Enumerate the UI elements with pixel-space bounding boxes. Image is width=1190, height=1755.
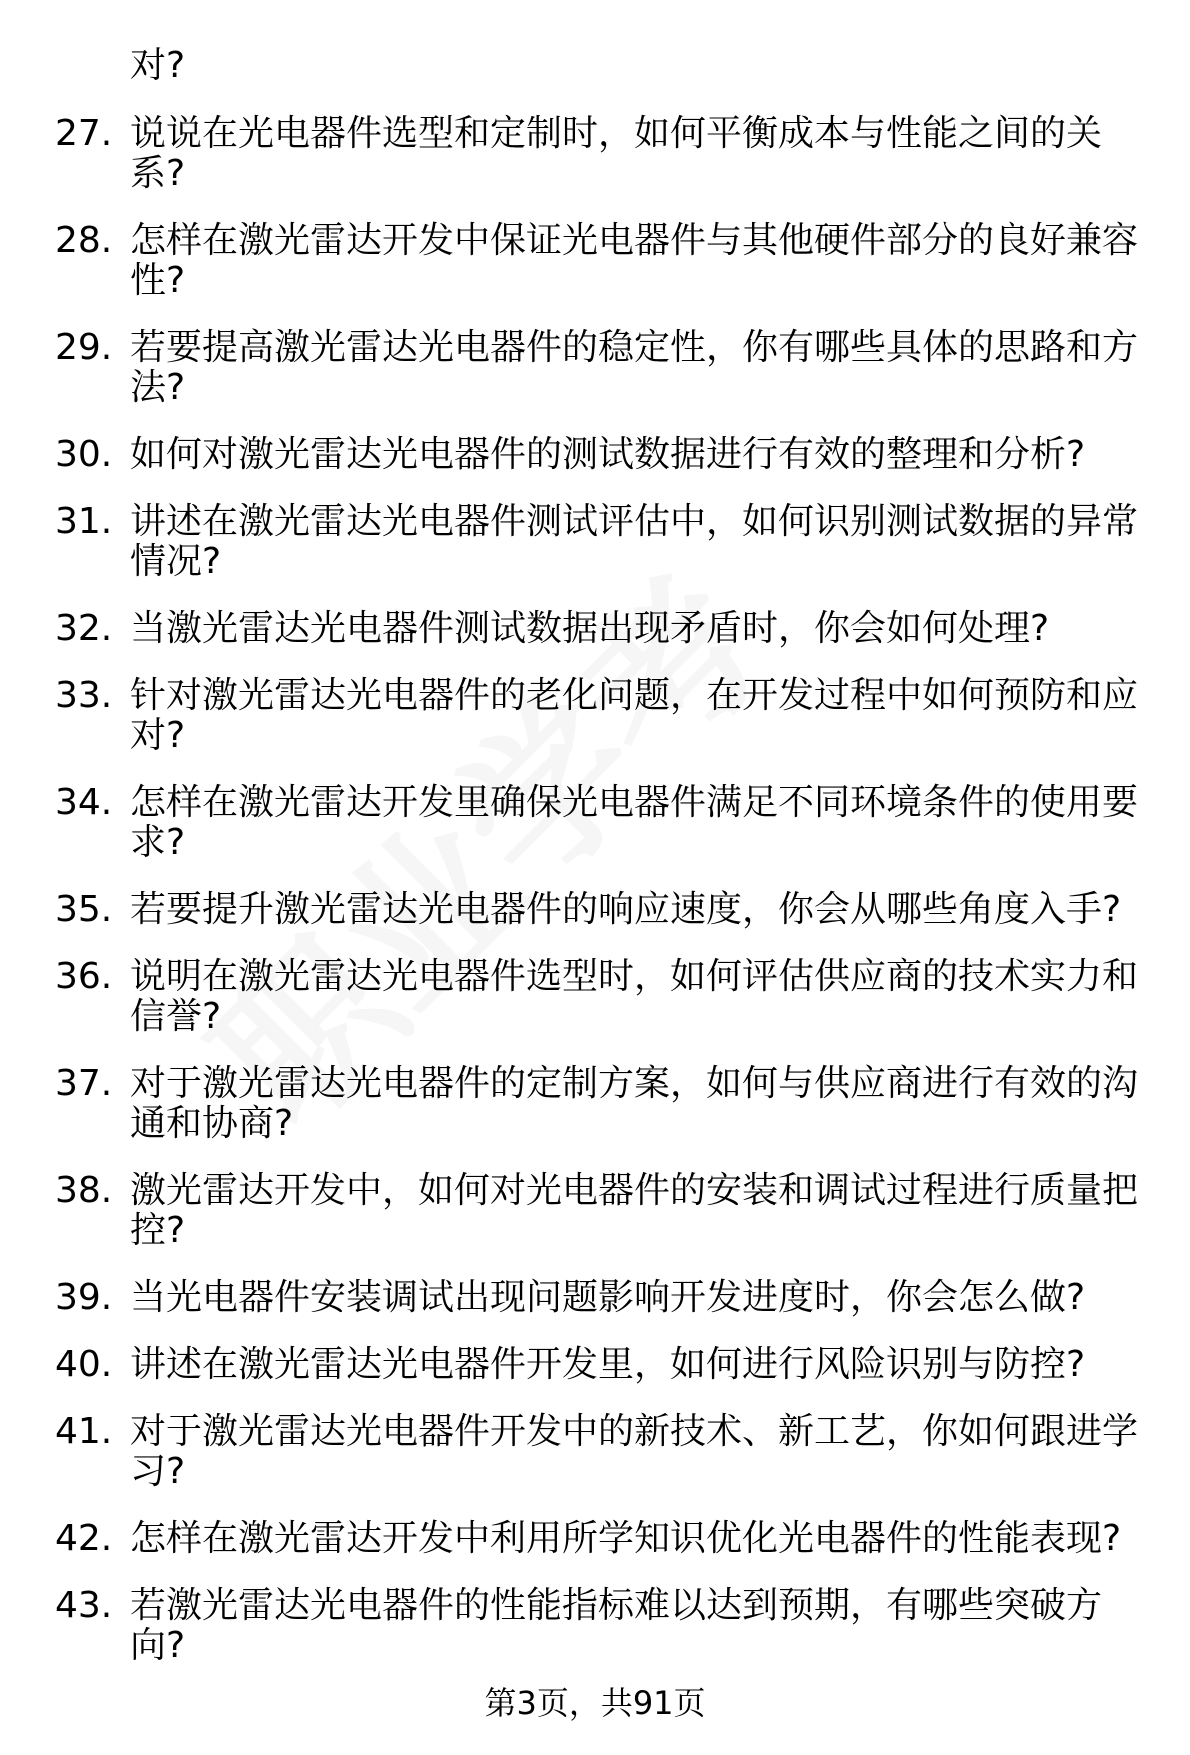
question-text: 当光电器件安装调试出现问题影响开发进度时，你会怎么做? (130, 1277, 1086, 1318)
question-number: 33. (55, 675, 113, 716)
question-number: 35. (55, 889, 113, 930)
question-item (55, 1412, 1155, 1492)
question-item (55, 609, 1155, 649)
question-number: 39. (55, 1277, 113, 1318)
question-number: 40. (55, 1344, 113, 1385)
question-number: 36. (55, 956, 113, 997)
question-item (55, 957, 1155, 1037)
question-item (55, 1345, 1155, 1385)
question-number: 43. (55, 1585, 113, 1626)
question-text: 若要提高激光雷达光电器件的稳定性，你有哪些具体的思路和方法? (130, 327, 1139, 408)
question-item (55, 1519, 1155, 1559)
question-item (55, 676, 1155, 756)
question-item (55, 435, 1155, 475)
question-number: 42. (55, 1518, 113, 1559)
question-item (55, 328, 1155, 408)
question-text: 怎样在激光雷达开发中保证光电器件与其他硬件部分的良好兼容性? (130, 220, 1139, 301)
question-text: 对于激光雷达光电器件开发中的新技术、新工艺，你如何跟进学习? (130, 1411, 1139, 1492)
question-item (55, 1586, 1155, 1666)
question-text: 激光雷达开发中，如何对光电器件的安装和调试过程进行质量把控? (130, 1170, 1139, 1251)
question-number: 38. (55, 1170, 113, 1211)
question-text: 若激光雷达光电器件的性能指标难以达到预期，有哪些突破方向? (130, 1585, 1103, 1666)
page-footer: 第3页，共91页 (484, 1684, 706, 1722)
question-text: 如何对激光雷达光电器件的测试数据进行有效的整理和分析? (130, 434, 1086, 475)
question-item (55, 890, 1155, 930)
question-number: 34. (55, 782, 113, 823)
question-text: 若要提升激光雷达光电器件的响应速度，你会从哪些角度入手? (130, 889, 1122, 930)
question-number: 32. (55, 608, 113, 649)
question-text: 说明在激光雷达光电器件选型时，如何评估供应商的技术实力和信誉? (130, 956, 1139, 1037)
continuation-line: 对? (130, 45, 186, 86)
question-item (55, 221, 1155, 301)
question-item (55, 1278, 1155, 1318)
question-number: 41. (55, 1411, 113, 1452)
question-item (55, 502, 1155, 582)
question-number: 28. (55, 220, 113, 261)
question-text: 针对激光雷达光电器件的老化问题，在开发过程中如何预防和应对? (130, 675, 1139, 756)
question-item (55, 114, 1155, 194)
question-text: 对于激光雷达光电器件的定制方案，如何与供应商进行有效的沟通和协商? (130, 1063, 1139, 1144)
question-text: 说说在光电器件选型和定制时，如何平衡成本与性能之间的关系? (130, 113, 1103, 194)
question-text: 讲述在激光雷达光电器件开发里，如何进行风险识别与防控? (130, 1344, 1086, 1385)
question-number: 30. (55, 434, 113, 475)
question-number: 27. (55, 113, 113, 154)
question-text: 怎样在激光雷达开发中利用所学知识优化光电器件的性能表现? (130, 1518, 1122, 1559)
question-item (55, 1064, 1155, 1144)
question-number: 37. (55, 1063, 113, 1104)
question-text: 当激光雷达光电器件测试数据出现矛盾时，你会如何处理? (130, 608, 1050, 649)
question-list (55, 114, 1155, 1693)
question-number: 31. (55, 501, 113, 542)
question-text: 讲述在激光雷达光电器件测试评估中，如何识别测试数据的异常情况? (130, 501, 1139, 582)
question-item (55, 1171, 1155, 1251)
question-item (55, 783, 1155, 863)
question-number: 29. (55, 327, 113, 368)
question-text: 怎样在激光雷达开发里确保光电器件满足不同环境条件的使用要求? (130, 782, 1139, 863)
